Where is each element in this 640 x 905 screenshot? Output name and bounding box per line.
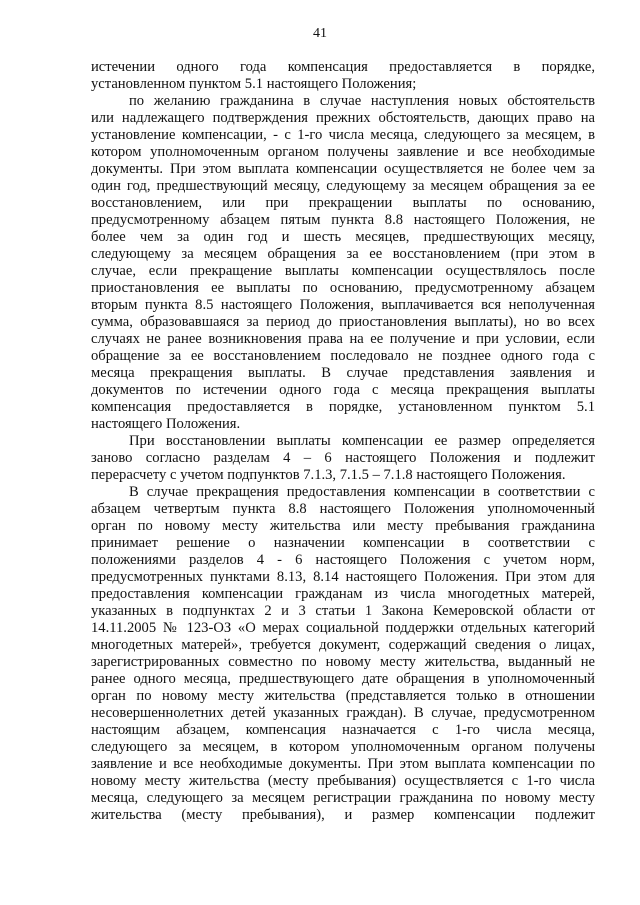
- paragraph: [91, 433, 595, 484]
- paragraph: [91, 59, 595, 93]
- text-line: месяца, следующего за месяцем регистрации гражданина по новому месту: [91, 790, 595, 806]
- text-line: компенсация предоставляется в порядке, установленном пунктом 5.1: [91, 399, 595, 415]
- text-line: вторым пункта 8.5 настоящего Положения, выплачивается вся неполученная: [91, 297, 595, 313]
- text-line: обращение за ее восстановлением последовало не позднее одного года с: [91, 348, 595, 364]
- text-line: перерасчету с учетом подпунктов 7.1.3, 7.1.5 – 7.1.8 настоящего Положения.: [91, 467, 566, 483]
- text-line: установление компенсации, - с 1-го числа месяца, следующего за месяцем, в: [91, 127, 595, 143]
- text-line: или надлежащего подтверждения прежних обстоятельств, дающих право на: [91, 110, 595, 126]
- text-line: настоящего Положения.: [91, 416, 241, 432]
- text-line: случае, если прекращение выплаты компенсации осуществлялось после: [91, 263, 595, 279]
- text-line: предусмотренному абзацем пятым пункта 8.8 настоящего Положения, не: [91, 212, 595, 228]
- text-line: по желанию гражданина в случае наступления новых обстоятельств: [129, 93, 595, 109]
- text-line: жительства (месту пребывания), и размер компенсации подлежит: [91, 807, 595, 823]
- text-line: приостановления ее выплаты по основанию, предусмотренному абзацем: [91, 280, 595, 296]
- text-line: следующему за месяцем обращения за ее восстановлением (при этом в: [91, 246, 595, 262]
- text-line: заново согласно разделам 4 – 6 настоящего Положения и подлежит: [91, 450, 595, 466]
- text-line: 14.11.2005 № 123-ОЗ «О мерах социальной поддержки отдельных категорий: [91, 620, 595, 636]
- text-line: истечении одного года компенсация предоставляется в порядке,: [91, 59, 595, 75]
- text-line: орган по новому месту жительства (представляется только в отношении: [91, 688, 595, 704]
- text-line: положениями разделов 4 - 6 настоящего Положения с учетом норм,: [91, 552, 595, 568]
- text-line: случаях не ранее возникновения права на ее получение и при условии, если: [91, 331, 595, 347]
- text-line: абзацем четвертым пункта 8.8 настоящего Положения уполномоченный: [91, 501, 595, 517]
- text-line: восстановлением, или при прекращении выплаты по основанию,: [91, 195, 595, 211]
- paragraph: [91, 93, 595, 433]
- text-line: документы. При этом выплата компенсации осуществляется не более чем за: [91, 161, 595, 177]
- text-line: документов по истечении одного года с месяца прекращения выплаты: [91, 382, 595, 398]
- page-number: 41: [313, 26, 327, 41]
- text-line: В случае прекращения предоставления компенсации в соответствии с: [129, 484, 595, 500]
- text-line: предусмотренных пунктами 8.13, 8.14 настоящего Положения. При этом для: [91, 569, 595, 585]
- text-line: указанных в подпунктах 2 и 3 статьи 1 Закона Кемеровской области от: [91, 603, 595, 619]
- text-line: настоящим абзацем, компенсация назначается с 1-го числа месяца,: [91, 722, 595, 738]
- text-line: следующего за месяцем, в котором уполномоченным органом получены: [91, 739, 595, 755]
- text-line: зарегистрированных совместно по новому месту жительства, выданный не: [91, 654, 595, 670]
- text-line: заявление и все необходимые документы. При этом выплата компенсации по: [91, 756, 595, 772]
- text-line: котором уполномоченным органом получены заявление и все необходимые: [91, 144, 595, 160]
- paragraph: [91, 484, 595, 824]
- text-line: один год, предшествующий месяцу, следующему за месяцем обращения за ее: [91, 178, 595, 194]
- text-line: орган по новому месту жительства или месту пребывания гражданина: [91, 518, 595, 534]
- document-body: [91, 59, 595, 824]
- text-line: месяца прекращения выплаты. В случае представления заявления и: [91, 365, 595, 381]
- text-line: предоставления компенсации гражданам из числа многодетных матерей,: [91, 586, 595, 602]
- text-line: При восстановлении выплаты компенсации ее размер определяется: [129, 433, 595, 449]
- text-line: принимает решение о назначении компенсации в соответствии с: [91, 535, 595, 551]
- text-line: новому месту жительства (месту пребывания) осуществляется с 1-го числа: [91, 773, 595, 789]
- text-line: несовершеннолетних детей указанных граждан). В случае, предусмотренном: [91, 705, 595, 721]
- text-line: более чем за один год и шесть месяцев, предшествующих месяцу,: [91, 229, 595, 245]
- text-line: ранее одного месяца, предшествующего дате обращения в уполномоченный: [91, 671, 595, 687]
- text-line: многодетных матерей», требуется документ, содержащий сведения о лицах,: [91, 637, 595, 653]
- text-line: установленном пунктом 5.1 настоящего Положения;: [91, 76, 417, 92]
- text-line: сумма, образовавшаяся за период до приостановления выплаты), но во всех: [91, 314, 595, 330]
